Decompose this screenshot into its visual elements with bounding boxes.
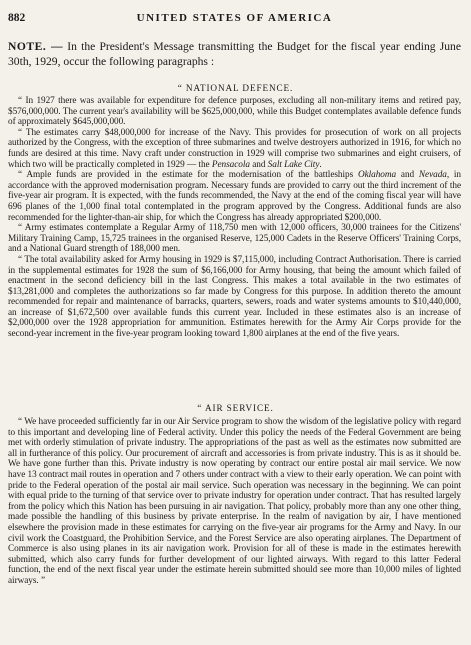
paragraph: “ Army estimates contemplate a Regular Army of 118,750 men with 12,000 officers, 30,000 trainees for the Citizens' Military Training Camp, 15,725 trainees in the organised Reserve, 125,000 Cadets in the Reserve Officers' Training Corps, and a National Guard strength of 188,000 men. (8, 223, 461, 255)
note-label: NOTE. — (8, 40, 64, 53)
page-number: 882 (8, 12, 26, 24)
section-title-national-defence: “ NATIONAL DEFENCE. (177, 83, 294, 93)
note-paragraph (8, 40, 461, 69)
section-title-air-service: “ AIR SERVICE. (197, 403, 274, 413)
section-national-defence (8, 96, 461, 340)
paragraph: “ The estimates carry $48,000,000 for increase of the Navy. This provides for prosecution of work on all projects authorized by the Congress, with the exception of three submarines and twelve destroyers authorized in 1916, for which no funds are desired at this time. Navy craft under construction in 1929 will comprise two submarines and eight cruisers, of which two will be practically completed in 1929 — the Pensacola and Salt Lake City. (8, 127, 461, 170)
section-air-service (8, 417, 461, 587)
paragraph: “ Ample funds are provided in the estimate for the modernisation of the battleships Oklahoma and Nevada, in accordance with the approved modernisation program. Necessary funds are provided to carry out the third increment of the five-year air program. It is expected, with the funds recommended, the Navy at the end of the coming fiscal year will have 696 planes of the 1,000 final total contemplated in the program approved by the Congress. Additional funds are also recommended for the lighter-than-air ship, for which the Congress has already appropriated $200,000. (8, 170, 462, 223)
paragraph: “ The total availability asked for Army housing in 1929 is $7,115,000, including Contract Authorisation. There is carried in the supplemental estimates for 1928 the sum of $6,166,000 for Army housing, that being the amount which failed of enactment in the second deficiency bill in the last Congress. This makes a total available in the two estimates of $13,281,000 and completes the authorizations so far made by Congress for this purpose. In addition thereto the amount recommended for repair and maintenance of barracks, quarters, sewers, roads and water systems amounts to $10,440,000, an increase of $1,672,500 over available funds this current year. Included in these estimates also is an increase of $2,000,000 over the 1928 appropriation for ammunition. Estimates herewith for the Army Air Corps provide for the second-year increment in the five-year program looking toward 1,800 airplanes at the end of the five years. (8, 254, 461, 340)
paragraph: “ In 1927 there was available for expenditure for defence purposes, excluding all non-military items and retired pay, $576,000,000. The current year's availability will be $625,000,000, while this Budget contemplates available defence funds of approximately $645,000,000. (8, 96, 461, 128)
note-text: In the President's Message transmitting the Budget for the fiscal year ending June 30th, 1929, occur the following paragraphs : (8, 40, 461, 68)
page-header (8, 12, 461, 28)
running-title: UNITED STATES OF AMERICA (136, 12, 333, 24)
paragraph: “ We have proceeded sufficiently far in our Air Service program to show the wisdom of the legislative policy with regard to this important and developing line of Federal activity. Under this policy the needs of the Federal Government are being met with orderly stimulation of private industry. The appropriations of the past as well as the estimates now submitted are all in furtherance of this policy. Our procurement of aircraft and accessories is from private industry. This is as it should be. We have gone further than this. Private industry is now operating by contract our entire postal air mail service. We now have 13 contract mail routes in operation and 7 others under contract with a view to their early operation. We can point with pride to the Federal operation of the postal air mail service. Such operation was necessary in the beginning. We can point with equal pride to the turning of that service over to private industry for operation under contract. That has resulted largely from the policy which this Nation has been pursuing in air navigation. That policy, probably more than any one other thing, made possible the handling of this business by private enterprise. In the realm of navigation by air, I have mentioned elsewhere the provision made in these estimates for carrying on the five-year air programs for the Army and Navy. In our civil work the Coastguard, the Prohibition Service, and the Forest Service are also operating airplanes. The Department of Commerce is also using planes in its air navigation work. Provision for all of these is made in the estimates herewith submitted, which also carry funds for further development of our lighted airways. With regard to this latter Federal function, the end of the next fiscal year under the estimate herein submitted should see more than 10,000 miles of lighted airways. ” (8, 417, 461, 586)
